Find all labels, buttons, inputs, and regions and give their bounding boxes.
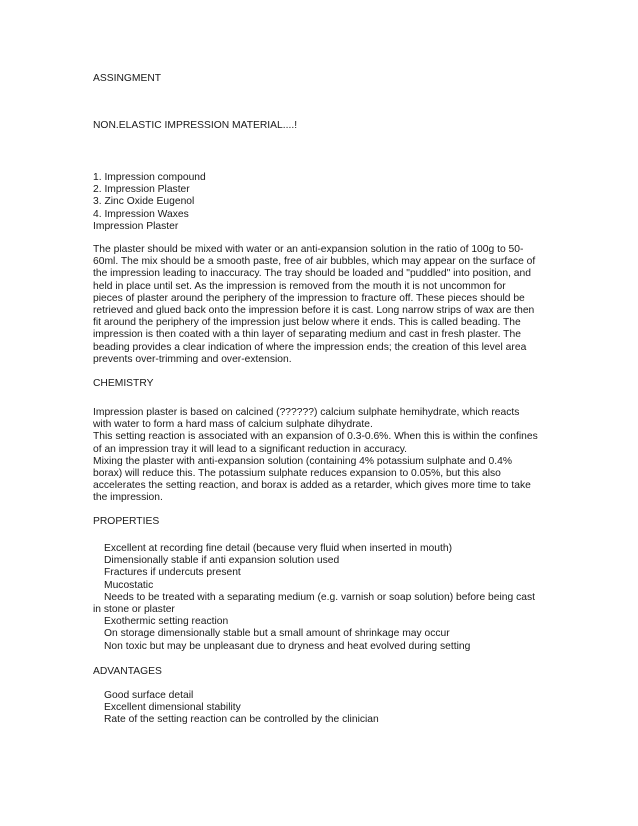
list-item: Excellent dimensional stability: [104, 702, 241, 714]
intro-paragraph: The plaster should be mixed with water or an anti-expansion solution in the ratio of 100g to 50- 60ml. The mix should be a smooth paste, free of air bubbles, which may appear on the surface of the impression leading to inaccuracy. The tray should be loaded and "puddled" into position, and held in place until set. As the impression is removed from the mouth it is not uncommon for pieces of plaster around the periphery of the impression to fracture off. These pieces should be retrieved and glued back onto the impression before it is cast. Long narrow strips of wax are then fit around the periphery of the impression just below where it ends. This is called beading. The impression is then coated with a thin layer of separating medium and cast in fresh plaster. The beading provides a clear indication of where the impression ends; the creation of this level area prevents over-trimming and over-extension.: [93, 244, 536, 365]
list-item: Impression Plaster: [93, 220, 179, 232]
advantages-heading: ADVANTAGES: [93, 666, 162, 677]
list-item: Needs to be treated with a separating medium (e.g. varnish or soap solution) before being cast: [104, 591, 535, 603]
list-item: Exothermic setting reaction: [104, 616, 229, 628]
list-item: 1. Impression compound: [93, 172, 206, 183]
material-list: [93, 172, 548, 233]
chemistry-heading: CHEMISTRY: [93, 378, 154, 389]
list-item: On storage dimensionally stable but a small amount of shrinkage may occur: [104, 628, 450, 640]
list-item-continuation: in stone or plaster: [93, 604, 175, 616]
list-item: Rate of the setting reaction can be controlled by the clinician: [104, 714, 379, 726]
list-item: 3. Zinc Oxide Eugenol: [93, 196, 195, 208]
properties-list: [93, 543, 548, 653]
list-item: 2. Impression Plaster: [93, 184, 190, 196]
list-item: Mucostatic: [104, 579, 154, 591]
properties-heading: PROPERTIES: [93, 516, 160, 527]
chemistry-paragraph: Impression plaster is based on calcined (??????) calcium sulphate hemihydrate, which reacts with water to form a hard mass of calcium sulphate dihydrate. This setting reaction is associated with an expansion of 0.3-0.6%. When this is within the confines of an impression tray it will lead to a significant reduction in accuracy. Mixing the plaster with anti-expansion solution (containing 4% potassium sulphate and 0.4% borax) will reduce this. The potassium sulphate reduces expansion to 0.05%, but this also accelerates the setting reaction, and borax is added as a retarder, which gives more time to take the impression.: [93, 407, 538, 504]
list-item: Fractures if undercuts present: [104, 567, 241, 579]
advantages-list: [93, 690, 548, 727]
list-item: Non toxic but may be unpleasant due to dryness and heat evolved during setting: [104, 640, 471, 652]
list-item: Dimensionally stable if anti expansion solution used: [104, 555, 340, 567]
list-item: Good surface detail: [104, 690, 194, 701]
list-item: Excellent at recording fine detail (because very fluid when inserted in mouth): [104, 543, 452, 554]
document-heading: ASSINGMENT: [93, 73, 162, 84]
document-subheading: NON.ELASTIC IMPRESSION MATERIAL....!: [93, 120, 298, 131]
list-item: 4. Impression Waxes: [93, 208, 189, 220]
